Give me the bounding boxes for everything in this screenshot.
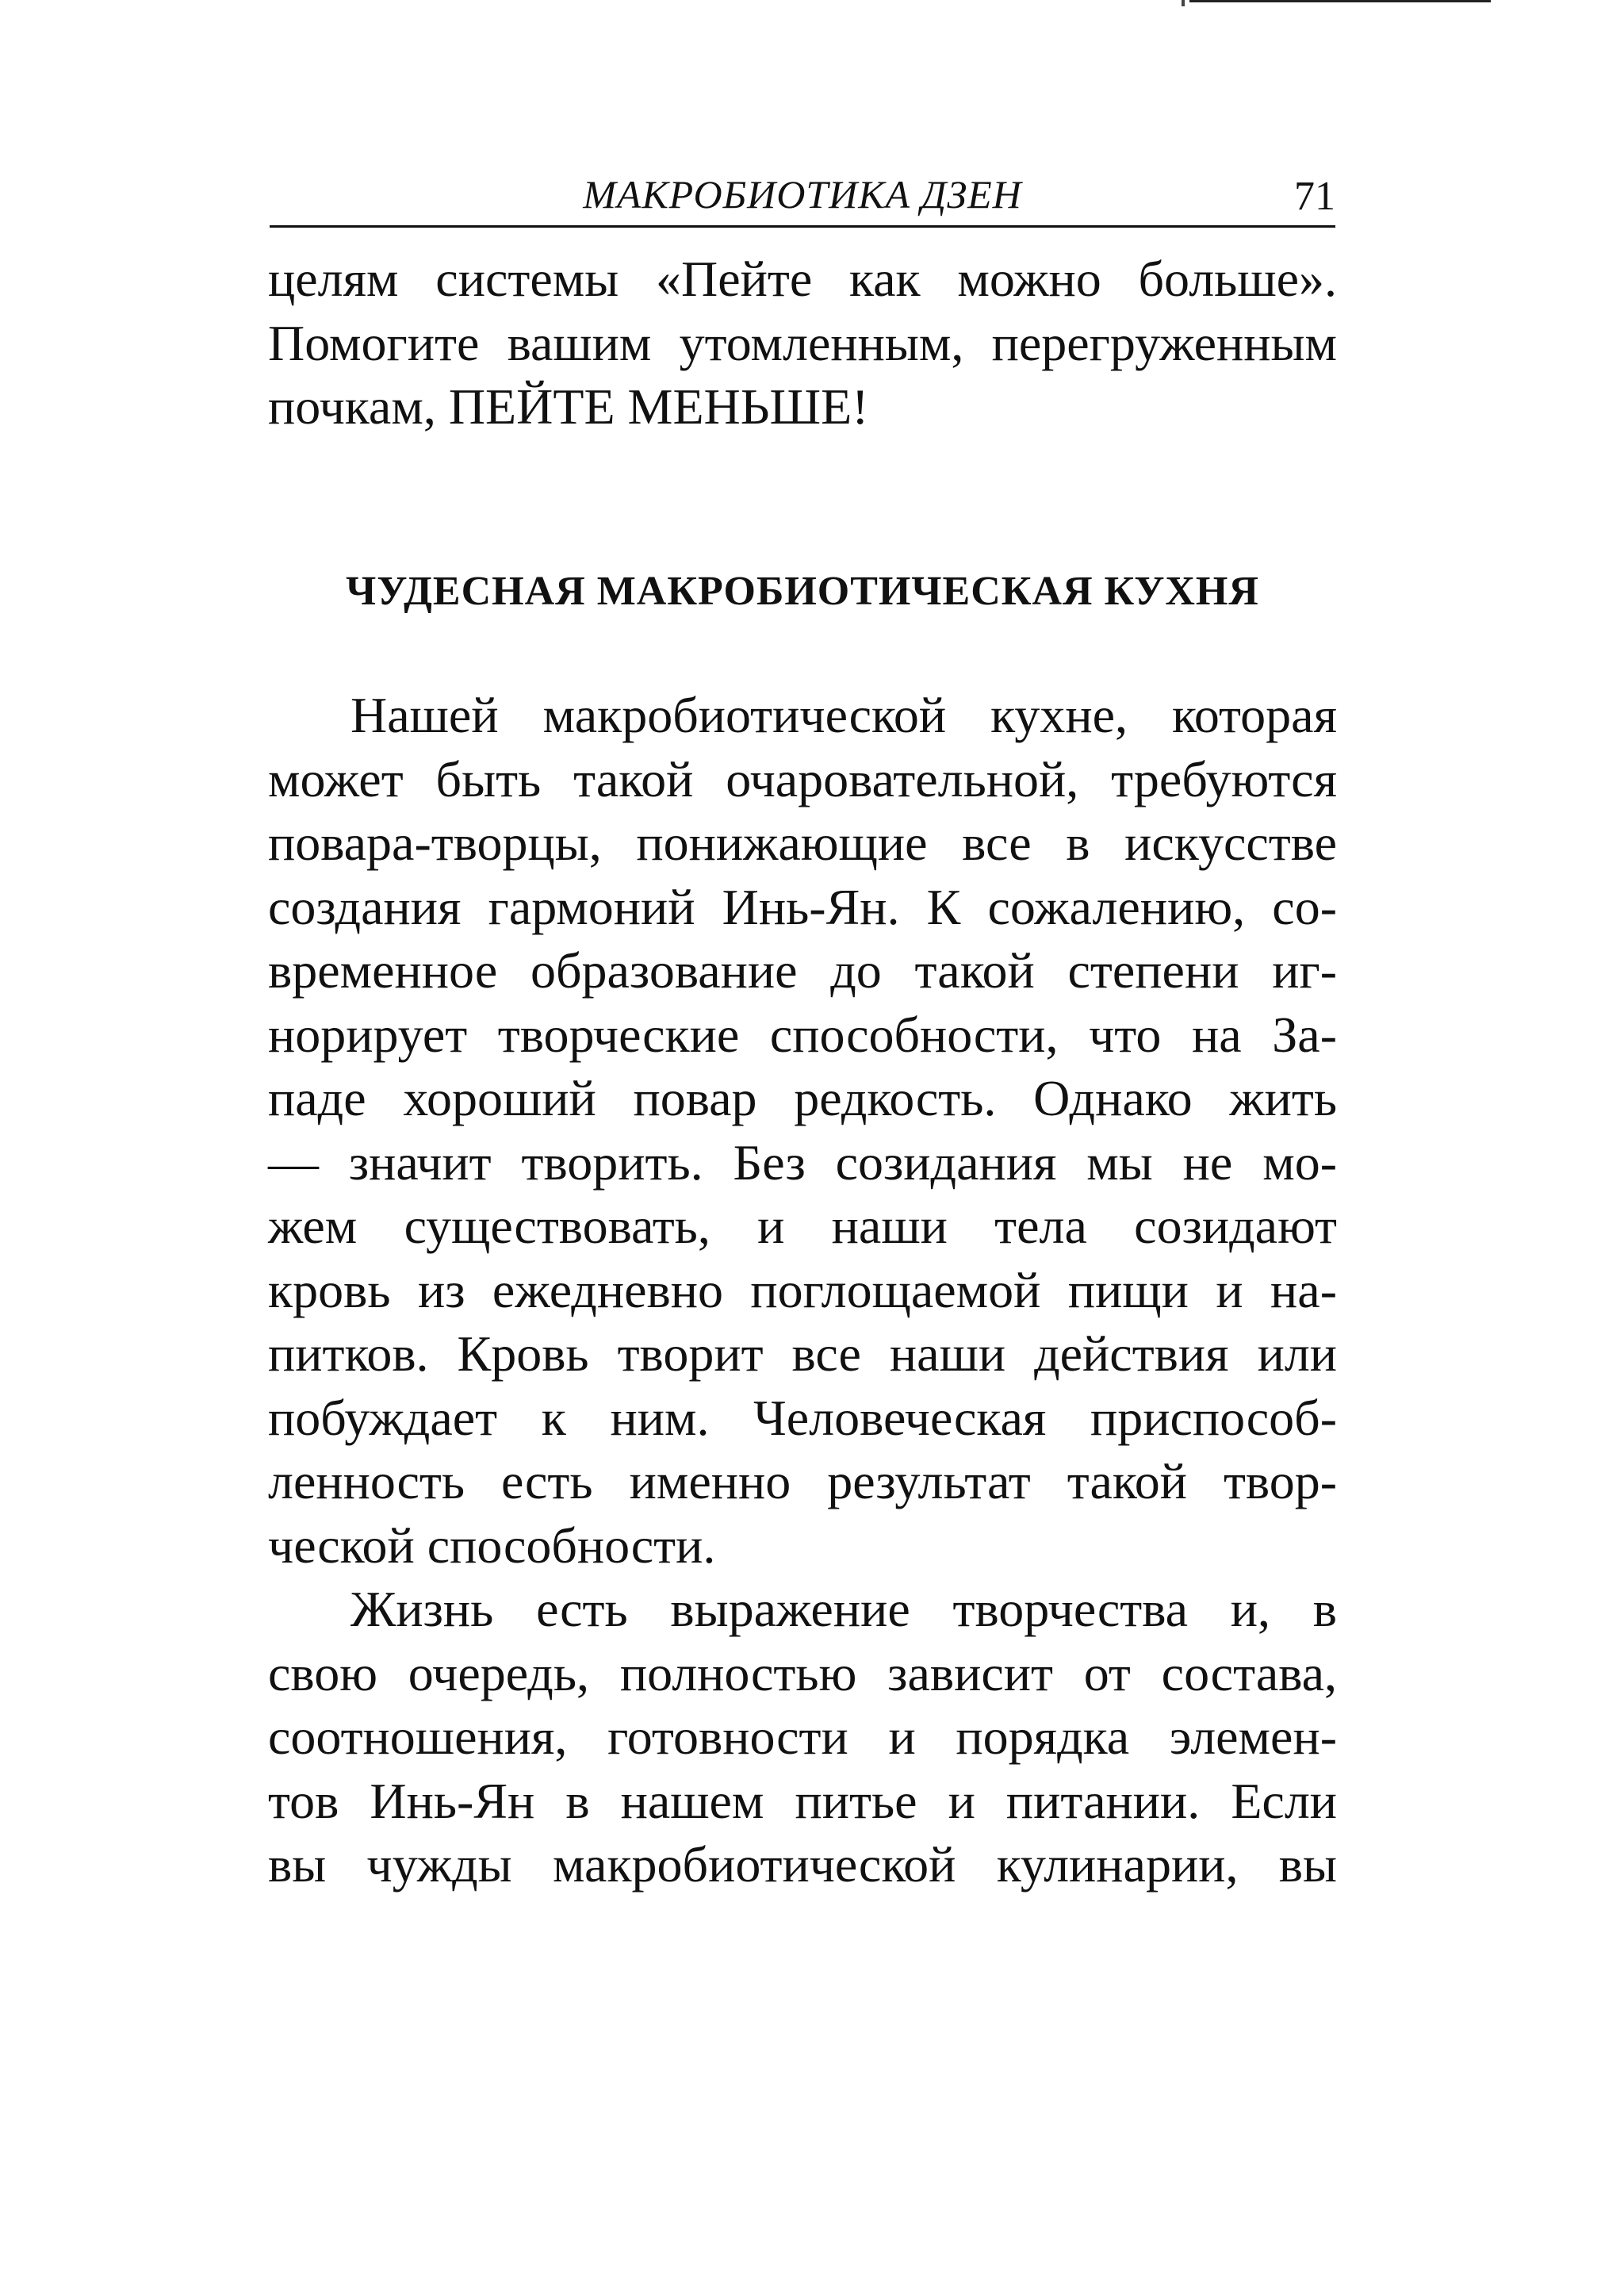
text-line: — значит творить. Без созидания мы не мо- bbox=[268, 1133, 1337, 1191]
text-line: Помогите вашим утомленным, перегруженным bbox=[268, 314, 1337, 371]
running-head bbox=[270, 167, 1335, 230]
text-line: свою очередь, полностью зависит от состава, bbox=[268, 1644, 1337, 1701]
text-line: жем существовать, и наши тела созидают bbox=[268, 1198, 1337, 1254]
text-line: целям системы «Пейте как можно больше». bbox=[268, 251, 1337, 307]
text-line: норирует творческие способности, что на За- bbox=[268, 1006, 1337, 1063]
running-head-title: МАКРОБИОТИКА ДЗЕН bbox=[583, 172, 1022, 217]
text-line: Нашей макробиотической кухне, которая bbox=[350, 687, 1337, 743]
text-line: почкам, ПЕЙТЕ МЕНЬШЕ! bbox=[268, 378, 869, 435]
text-line: повара-творцы, понижающие все в искусстве bbox=[268, 815, 1337, 871]
text-line: ленность есть именно результат такой твор- bbox=[268, 1453, 1337, 1509]
text-line: питков. Кровь творит все наши действия или bbox=[268, 1325, 1337, 1382]
intro-paragraph bbox=[268, 247, 1337, 439]
section-heading: ЧУДЕСНАЯ МАКРОБИОТИЧЕСКАЯ КУХНЯ bbox=[346, 569, 1259, 614]
text-line: вы чужды макробиотической кулинарии, вы bbox=[268, 1836, 1337, 1893]
text-line: побуждает к ним. Человеческая приспособ- bbox=[268, 1389, 1337, 1446]
text-line: соотношения, готовности и порядка элемен- bbox=[268, 1708, 1337, 1765]
body-paragraph bbox=[268, 684, 1337, 1578]
section-body bbox=[268, 684, 1337, 1897]
text-line: ческой способности. bbox=[268, 1517, 716, 1574]
body-paragraph bbox=[268, 1578, 1337, 1897]
text-line: временное образование до такой степени иг- bbox=[268, 942, 1337, 999]
text-line: паде хороший повар редкость. Однако жить bbox=[268, 1070, 1337, 1126]
running-head-rule bbox=[270, 225, 1335, 228]
text-line: Жизнь есть выражение творчества и, в bbox=[350, 1581, 1337, 1637]
scan-edge-tick bbox=[1182, 0, 1185, 6]
text-line: тов Инь-Ян в нашем питье и питании. Если bbox=[268, 1772, 1337, 1829]
text-line: кровь из ежедневно поглощаемой пищи и на- bbox=[268, 1261, 1337, 1318]
text-line: создания гармоний Инь-Ян. К сожалению, со- bbox=[268, 878, 1337, 935]
page-number: 71 bbox=[1294, 174, 1335, 219]
text-line: может быть такой очаровательной, требуются bbox=[268, 750, 1337, 807]
scan-edge-line bbox=[1189, 0, 1491, 2]
